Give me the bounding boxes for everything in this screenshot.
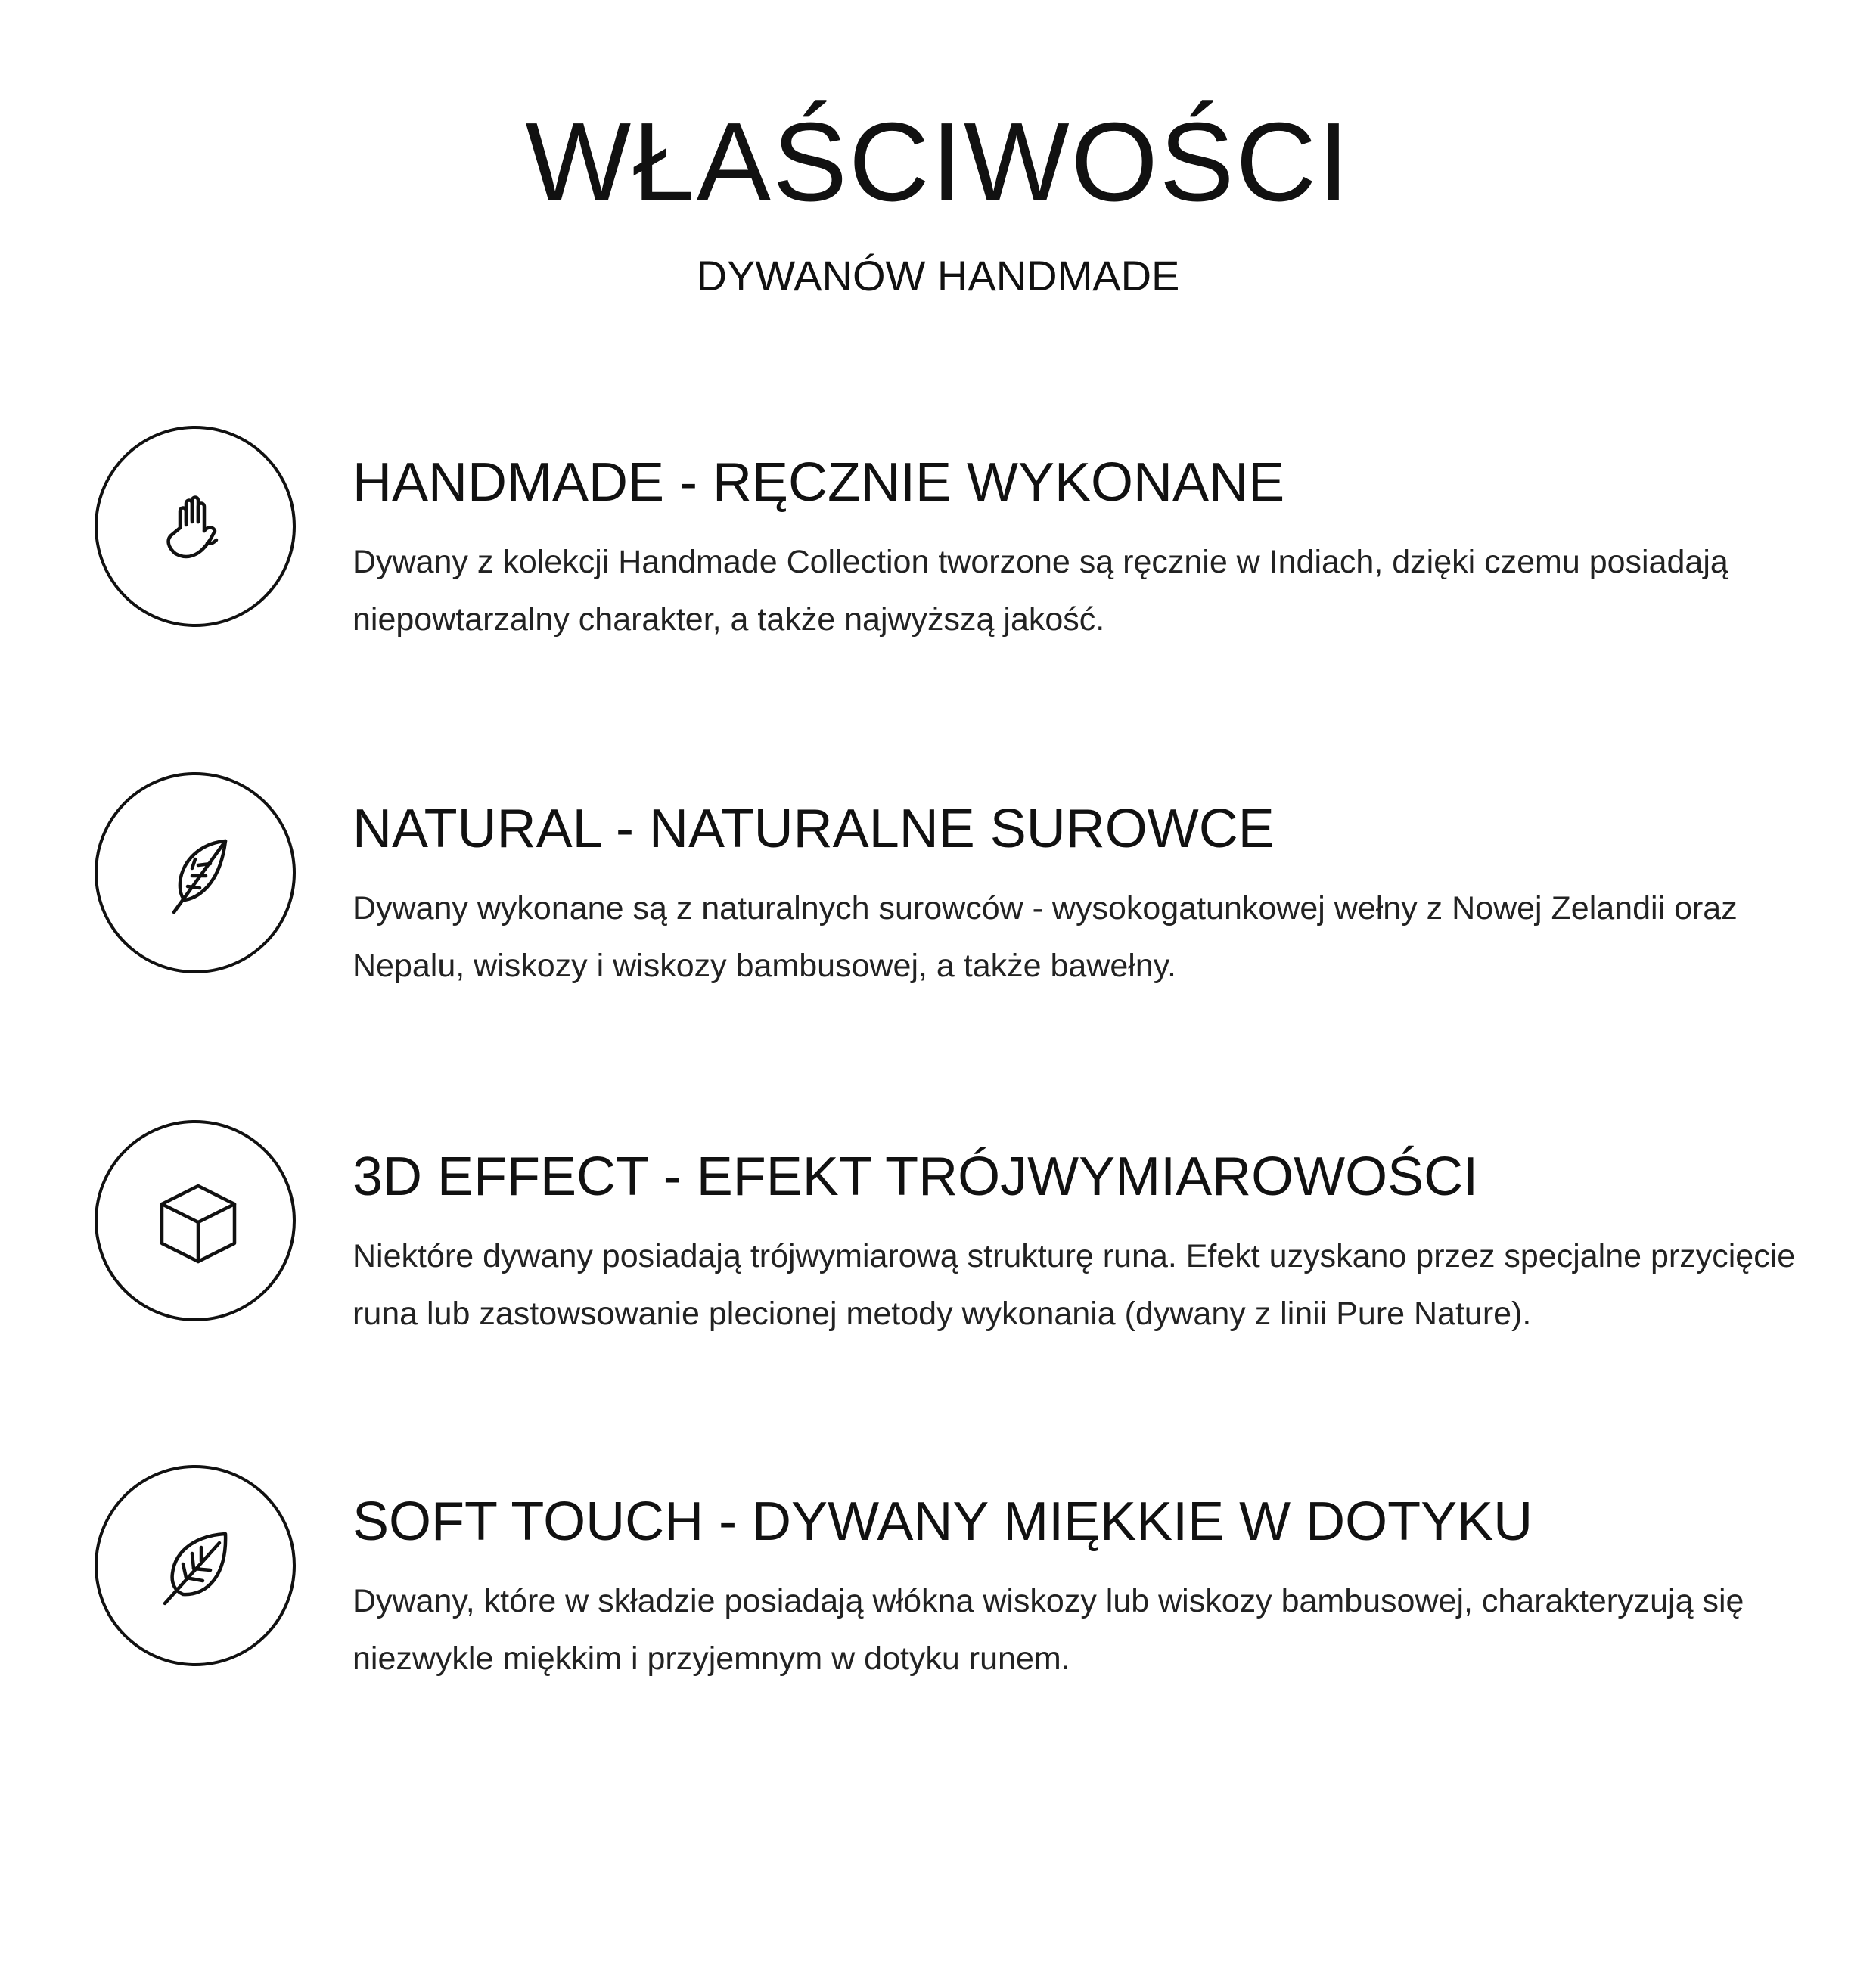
feature-description: Dywany wykonane są z naturalnych surowców - wysokogatunkowej wełny z Nowej Zelandii oraz Nepalu, wiskozy i wiskozy bambusowej, a także bawełny. <box>353 890 1738 984</box>
page-subtitle: DYWANÓW HANDMADE <box>696 252 1180 300</box>
cube-icon-circle <box>95 1120 296 1321</box>
hand-icon-circle <box>95 426 296 627</box>
leaf-icon-circle <box>95 1465 296 1666</box>
feature-heading: NATURAL - NATURALNE SUROWCE <box>353 799 1275 859</box>
feature-heading: HANDMADE - RĘCZNIE WYKONANE <box>353 452 1285 513</box>
page-title: WŁAŚCIWOŚCI <box>525 100 1351 225</box>
feature-heading: SOFT TOUCH - DYWANY MIĘKKIE W DOTYKU <box>353 1491 1533 1552</box>
feature-description: Dywany, które w składzie posiadają włókna wiskozy lub wiskozy bambusowej, charakteryzują się niezwykle miękkim i przyjemnym w dotyku runem. <box>353 1583 1744 1677</box>
cube-icon <box>153 1178 244 1269</box>
feature-handmade <box>0 426 1876 653</box>
feature-natural <box>0 772 1876 999</box>
feature-3d-effect <box>0 1120 1876 1347</box>
feature-heading: 3D EFFECT - EFEKT TRÓJWYMIAROWOŚCI <box>353 1147 1479 1207</box>
feature-description: Dywany z kolekcji Handmade Collection tworzone są ręcznie w Indiach, dzięki czemu posiadają niepowtarzalny charakter, a także najwyższą jakość. <box>353 544 1728 638</box>
feather-icon <box>153 830 244 921</box>
hand-icon <box>153 484 244 575</box>
feather-icon-circle <box>95 772 296 973</box>
feature-description: Niektóre dywany posiadają trójwymiarową strukturę runa. Efekt uzyskano przez specjalne przycięcie runa lub zastowsowanie plecionej metody wykonania (dywany z linii Pure Nature). <box>353 1238 1796 1332</box>
feature-soft-touch <box>0 1465 1876 1692</box>
leaf-icon <box>153 1523 244 1614</box>
